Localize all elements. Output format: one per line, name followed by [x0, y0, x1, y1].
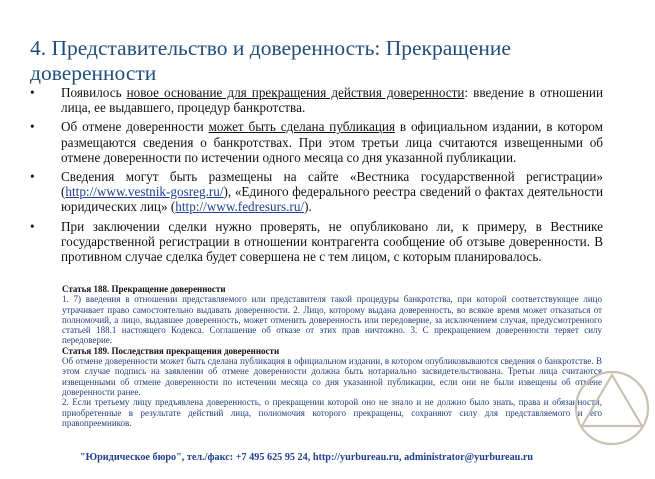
bullet-item-2 — [30, 119, 603, 165]
article-188-heading: Статья 188. Прекращение доверенности — [62, 284, 226, 294]
bullet-3-post: ). — [304, 199, 312, 215]
bullet-1-post: : введение в отношении лица, ее выдавшего, процедур банкротства. — [61, 85, 603, 116]
bullet-item-3 — [30, 169, 603, 215]
bullet-item-1 — [30, 85, 603, 115]
bullet-list — [30, 85, 603, 268]
bullet-1-pre: Появилось — [61, 85, 127, 100]
fedresurs-link[interactable]: http://www.fedresurs.ru/ — [175, 199, 305, 215]
bullet-item-4 — [30, 219, 603, 265]
bullet-2-underlined: может быть сделана публикация — [208, 119, 396, 135]
article-189-text-2: 2. Если третьему лицу предъявлена доверенность, о прекращении которой оно не знало и не должно было знать, права и обязанности, приобретенные в результате действий лица, полномочия которого прекращены, сохраняют силу для представляемого и его правопреемников. — [62, 397, 602, 428]
law-excerpts — [62, 284, 602, 428]
bullet-4-text: При заключении сделки нужно проверять, не опубликовано ли, к примеру, в Вестнике государственной регистрации в отношении контрагента сообщение об отзыве доверенности. В противном случае сделка будет совершена не с тем лицом, с которым планировалось. — [61, 218, 603, 265]
circle-triangle-logo-icon — [570, 366, 655, 451]
bullet-2-pre: Об отмене доверенности — [61, 119, 209, 135]
article-189-heading: Статья 189. Последствия прекращения доверенности — [62, 345, 280, 356]
bullet-marker: • — [30, 119, 35, 135]
article-189-text-1: Об отмене доверенности может быть сделана публикация в официальном издании, в котором опубликовываются сведения о банкротстве. В этом случае подпись на заявлении об отмене доверенности должна быть нотариально засвидетельствована. Третьи лица считаются извещенными об отмене доверенности по истечении месяца со дня указанной публикации, если они не были извещены об отмене доверенности ранее. — [62, 356, 602, 397]
slide-title: 4. Представительство и доверенность: Прекращение доверенности — [30, 36, 511, 85]
bullet-marker: • — [30, 169, 35, 185]
bullet-3-mid: ), «Единого федерального реестра сведений о фактах деятельности юридических лиц» ( — [61, 184, 603, 215]
bullet-marker: • — [30, 85, 35, 100]
bullet-marker: • — [30, 218, 35, 234]
footer-contacts: "Юридическое бюро", тел./факс: +7 495 625 95 24, http://yurbureau.ru, administrator@yurbureau.ru — [80, 452, 534, 463]
bullet-3-pre: Сведения могут быть размещены на сайте «Вестника государственной регистрации» ( — [61, 169, 603, 200]
bullet-1-underlined: новое основание для прекращения действия доверенности — [126, 85, 465, 100]
article-188-text: 1. 7) введения в отношении представляемого или представителя такой процедуры банкротства, при которой соответствующее лицо утрачивает право самостоятельно выдавать доверенности. 2. Лицо, которому выдана доверенность, во всякое время может отказаться от полномочий, а лицо, выдавшее доверенность, может отменить доверенность или передоверие, за исключением случая, предусмотренного статьей 188.1 настоящего Кодекса. Соглашение об отказе от этих прав ничтожно. 3. С прекращением доверенности теряет силу передоверие. — [62, 294, 602, 346]
vestnik-link[interactable]: http://www.vestnik-gosreg.ru/ — [65, 184, 224, 200]
bullet-2-post: в официальном издании, в котором размещаются сведения о банкротствах. При этом третьи лица считаются извещенными об отмене доверенности по истечении одного месяца со дня указанной публикации. — [61, 119, 603, 165]
